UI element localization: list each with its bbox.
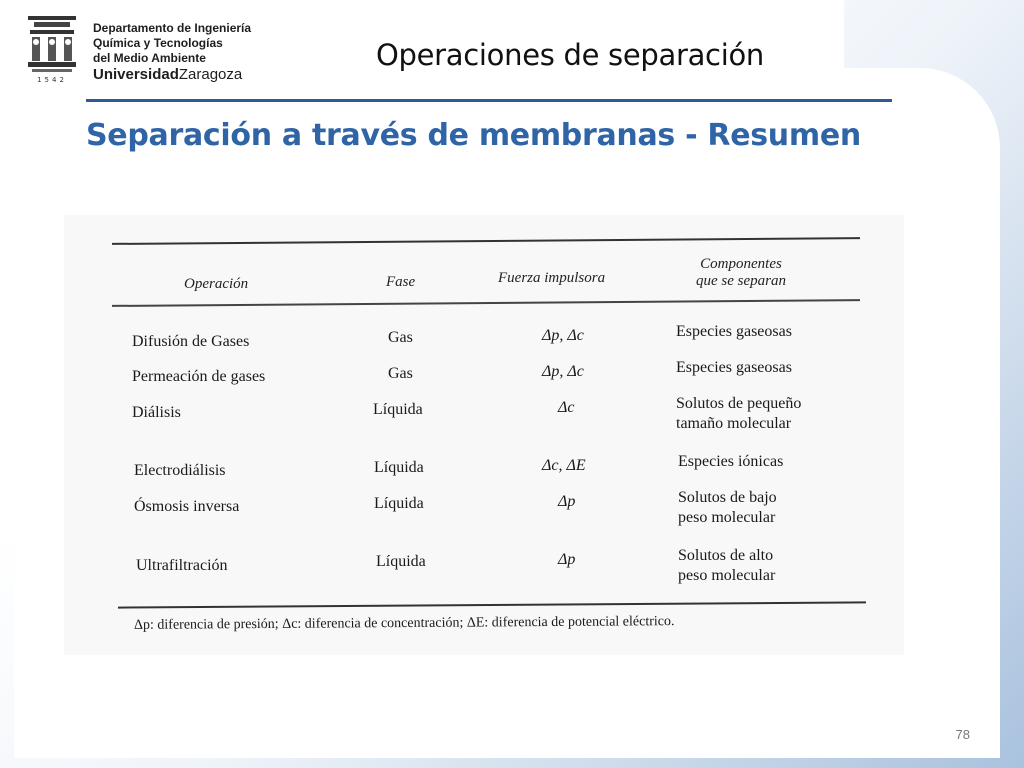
column-header-componentes [686, 256, 796, 290]
column-header-componentes-line-2: que se separan [696, 273, 786, 289]
table-cell-fase: Líquida [374, 495, 424, 512]
table-cell-operacion: Permeación de gases [132, 368, 266, 385]
table-cell-componentes-line-2: peso molecular [678, 509, 776, 526]
column-header-operacion: Operación [184, 276, 249, 292]
university-seal-icon [22, 12, 82, 82]
table-cell-fase: Gas [388, 329, 413, 346]
table-cell-componentes [678, 546, 775, 586]
logo-department-line-3: del Medio Ambiente [93, 51, 206, 65]
table-cell-componentes-line-2: tamaño molecular [676, 415, 792, 432]
table-cell-fase: Líquida [376, 553, 426, 570]
table-cell-fase: Líquida [373, 401, 423, 418]
slide-title: Separación a través de membranas - Resumen [86, 118, 861, 153]
table-cell-componentes [678, 488, 777, 528]
logo-university-bold: Universidad [93, 66, 179, 83]
table-cell-componentes-line-1: Solutos de bajo [678, 489, 777, 506]
university-logo [14, 10, 270, 90]
header-title: Operaciones de separación [376, 38, 764, 72]
page-number: 78 [955, 727, 970, 742]
table-cell-componentes-line-2: peso molecular [678, 567, 776, 584]
table-cell-operacion: Ultrafiltración [136, 557, 228, 574]
table-cell-fuerza: Δc, ΔE [542, 457, 586, 474]
header-divider [86, 99, 892, 102]
table-cell-operacion: Ósmosis inversa [134, 498, 240, 515]
table-cell-operacion: Diálisis [132, 404, 181, 421]
logo-university-name [93, 66, 242, 83]
table-cell-componentes: Especies iónicas [678, 453, 784, 470]
table-cell-fase: Líquida [374, 459, 424, 476]
column-header-fuerza: Fuerza impulsora [498, 270, 606, 286]
table-cell-fuerza: Δp [558, 493, 576, 510]
logo-department-line-1: Departamento de Ingeniería [93, 21, 252, 35]
table-cell-componentes [676, 394, 801, 434]
table-cell-fuerza: Δp [558, 551, 576, 568]
column-header-fase: Fase [386, 274, 416, 290]
table-cell-componentes-line-1: Solutos de pequeño [676, 395, 802, 412]
table-cell-componentes-line-1: Solutos de alto [678, 547, 774, 564]
logo-university-rest: Zaragoza [178, 66, 243, 83]
column-header-componentes-line-1: Componentes [700, 256, 782, 272]
logo-department-line-2: Química y Tecnologías [93, 36, 223, 50]
table-cell-operacion: Electrodiálisis [134, 462, 226, 479]
table-cell-componentes: Especies gaseosas [676, 359, 792, 376]
table-cell-fase: Gas [388, 365, 413, 382]
table-cell-componentes: Especies gaseosas [676, 323, 792, 340]
table-cell-fuerza: Δc [558, 399, 575, 416]
table-cell-operacion: Difusión de Gases [132, 333, 250, 350]
table-footnote: Δp: diferencia de presión; Δc: diferencia de concentración; ΔE: diferencia de potencial eléctrico. [133, 614, 675, 633]
table-cell-fuerza: Δp, Δc [542, 327, 584, 344]
table-cell-fuerza: Δp, Δc [542, 363, 584, 380]
logo-year: 1542 [37, 76, 67, 84]
